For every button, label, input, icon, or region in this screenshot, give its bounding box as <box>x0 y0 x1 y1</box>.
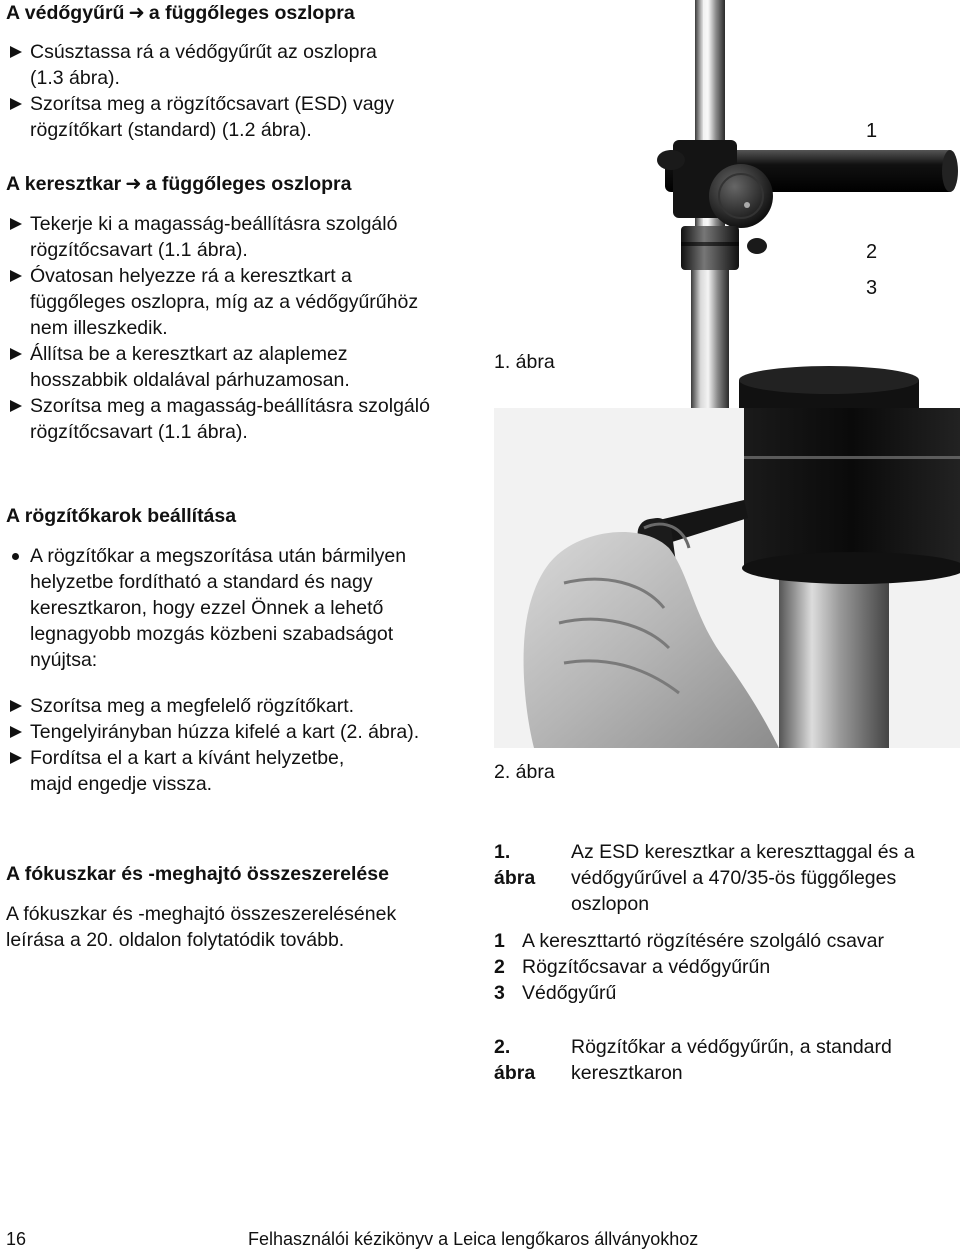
triangle-bullet-icon <box>10 218 22 230</box>
section-title <box>6 171 476 197</box>
triangle-bullet-icon <box>10 400 22 412</box>
section-title: A rögzítőkarok beállítása <box>6 505 237 527</box>
arrow-icon: ➜ <box>125 173 142 195</box>
caption-key: 2. ábra <box>494 1036 536 1084</box>
section-focus-arm <box>6 861 476 953</box>
callout-1: 1 <box>866 120 878 142</box>
callout-3: 3 <box>866 277 878 299</box>
triangle-bullet-icon <box>10 700 22 712</box>
figure-1-label: 1. ábra <box>494 351 555 373</box>
arrow-icon: ➜ <box>128 2 145 24</box>
bullet-dot-icon <box>12 553 19 560</box>
instruction-step: Tekerje ki a magasság-beállításra szolgáló rögzítőcsavart (1.1 ábra). <box>6 211 476 263</box>
caption-text: Rögzítőkar a védőgyűrűn, a standard keresztkaron <box>571 1036 892 1084</box>
caption-text: Az ESD keresztkar a kereszttaggal és a védőgyűrűvel a 470/35-ös függőleges oszlopon <box>571 841 915 915</box>
triangle-bullet-icon <box>10 752 22 764</box>
instruction-step: Fordítsa el a kart a kívánt helyzetbe, majd engedje vissza. <box>6 745 476 797</box>
legend-item: 2 Rögzítőcsavar a védőgyűrűn <box>494 956 771 978</box>
instruction-step: Szorítsa meg a rögzítőcsavart (ESD) vagy rögzítőkart (standard) (1.2 ábra). <box>6 91 476 143</box>
instruction-step: Tengelyirányban húzza kifelé a kart (2. ábra). <box>6 719 476 745</box>
footer-title: Felhasználói kézikönyv a Leica lengőkaros állványokhoz <box>248 1229 699 1249</box>
triangle-bullet-icon <box>10 348 22 360</box>
section-crossarm <box>6 171 476 445</box>
callout-2: 2 <box>866 241 878 263</box>
section-title <box>6 0 476 26</box>
title-part: A keresztkar <box>6 173 122 195</box>
instruction-step: Állítsa be a keresztkart az alaplemez hosszabbik oldalával párhuzamosan. <box>6 341 476 393</box>
instruction-step: Szorítsa meg a magasság-beállításra szolgáló rögzítőcsavart (1.1 ábra). <box>6 393 476 445</box>
section-title: A fókuszkar és -meghajtó összeszerelése <box>6 863 389 885</box>
figure-2-label: 2. ábra <box>494 761 555 783</box>
caption-key: 1. ábra <box>494 841 536 889</box>
section-protective-ring <box>6 0 476 143</box>
legend-item: 1 A kereszttartó rögzítésére szolgáló csavar <box>494 930 884 952</box>
page-number: 16 <box>6 1229 27 1249</box>
bullet-paragraph: A rögzítőkar a megszorítása után bármilyen helyzetbe fordítható a standard és nagy keresztkaron, hogy ezzel Önnek a lehető legnagyobb mozgás közbeni szabadságot nyújtsa: <box>6 543 476 673</box>
title-part: a függőleges oszlopra <box>145 173 352 195</box>
instruction-step: Óvatosan helyezze rá a keresztkart a függőleges oszlopra, míg az a védőgyűrűhöz nem illeszkedik. <box>6 263 476 341</box>
figure-2-photo <box>494 408 960 748</box>
instruction-step: Szorítsa meg a megfelelő rögzítőkart. <box>6 693 476 719</box>
triangle-bullet-icon <box>10 98 22 110</box>
legend-item: 3 Védőgyűrű <box>494 982 617 1004</box>
figure-captions <box>494 839 954 1099</box>
section-clamping-levers <box>6 503 476 797</box>
triangle-bullet-icon <box>10 726 22 738</box>
triangle-bullet-icon <box>10 270 22 282</box>
title-part: a függőleges oszlopra <box>148 2 355 24</box>
title-part: A védőgyűrű <box>6 2 125 24</box>
instruction-step: Csúsztassa rá a védőgyűrűt az oszlopra (1.3 ábra). <box>6 39 476 91</box>
body-text: A fókuszkar és -meghajtó összeszerelésének leírása a 20. oldalon folytatódik tovább. <box>6 903 397 951</box>
figure-1-photo <box>495 0 960 470</box>
triangle-bullet-icon <box>10 46 22 58</box>
